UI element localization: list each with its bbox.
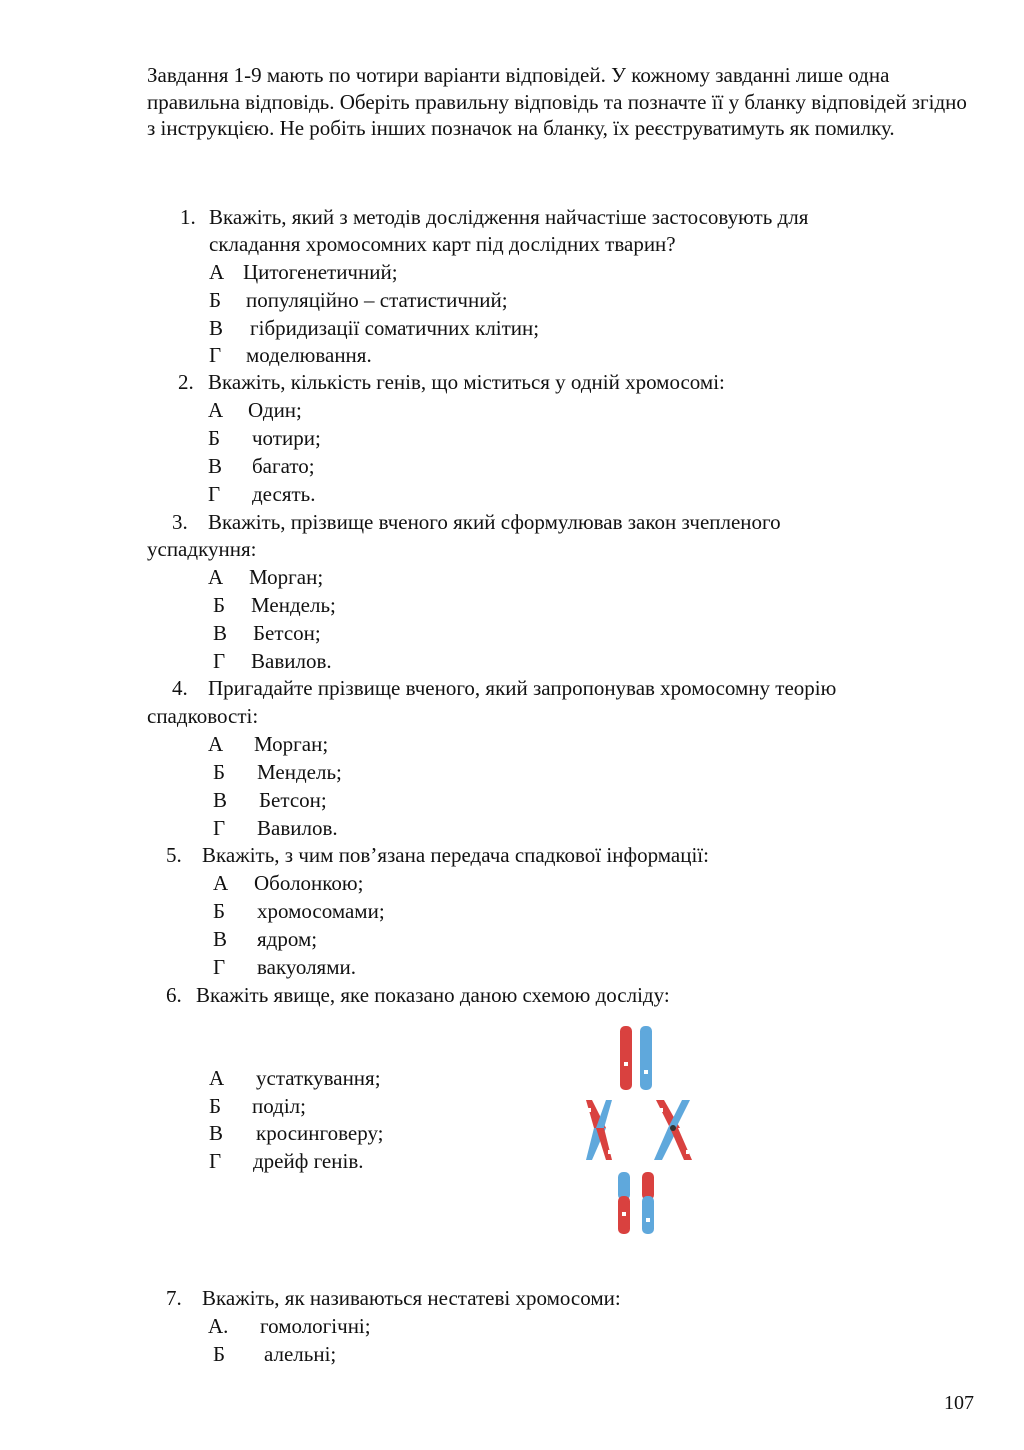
q2-option-a-letter: А: [208, 398, 224, 422]
q3-number: 3.: [172, 510, 188, 534]
q4-option-g-letter: Г: [213, 816, 226, 840]
q3-text-line2: успадкуння:: [147, 537, 257, 561]
q4-option-v-text: Бетсон;: [259, 788, 327, 812]
q3-option-a-letter: А: [208, 565, 224, 589]
q6-option-b-letter: Б: [209, 1094, 222, 1118]
q1-option-a-text: Цитогенетичний;: [243, 260, 398, 284]
q6-number: 6.: [166, 983, 182, 1007]
q2-option-b-text: чотири;: [252, 426, 321, 450]
q3-option-g-letter: Г: [213, 649, 226, 673]
q1-option-a-letter: А: [209, 260, 225, 284]
q3-option-v-letter: В: [213, 621, 228, 645]
q7-option-a-text: гомологічні;: [260, 1314, 371, 1338]
q2-option-g-letter: Г: [208, 482, 221, 506]
q2-option-v-letter: В: [208, 454, 223, 478]
q7-option-a-letter: А.: [208, 1314, 229, 1338]
chromosome-blue-top: [640, 1026, 652, 1090]
q2-option-a-text: Один;: [248, 398, 302, 422]
q6-option-v-letter: В: [209, 1121, 224, 1145]
q1-number: 1.: [180, 205, 196, 229]
q5-option-v-text: ядром;: [257, 927, 318, 951]
q5-number: 5.: [166, 843, 182, 867]
q6-option-g-letter: Г: [209, 1149, 222, 1173]
q2-option-b-letter: Б: [208, 426, 221, 450]
q2-number: 2.: [178, 370, 194, 394]
intro-paragraph: Завдання 1-9 мають по чотири варіанти відповідей. У кожному завданні лише одна правильна відповідь. Оберіть правильну відповідь та позначте її у бланку відповідей згідно з інструкцією. Не робіть інших позначок на бланку, їх реєструватимуть як помилку.: [147, 63, 967, 140]
q5-option-g-text: вакуолями.: [257, 955, 356, 979]
q1-text-line2: складання хромосомних карт під дослідних тварин?: [209, 232, 676, 256]
q7-option-b-text: алельні;: [264, 1342, 337, 1366]
chromosome-cross-left: [586, 1100, 612, 1160]
q1-option-g-text: моделювання.: [246, 343, 372, 367]
q6-option-b-text: поділ;: [252, 1094, 306, 1118]
q1-option-g-letter: Г: [209, 343, 222, 367]
q1-option-v-letter: В: [209, 316, 224, 340]
page-number: 107: [944, 1392, 974, 1414]
q3-text-line1: Вкажіть, прізвище вченого який сформулював закон зчепленого: [208, 510, 781, 534]
chromosome-pair-top: [620, 1026, 652, 1090]
q4-number: 4.: [172, 676, 188, 700]
chromosome-cross-right: [654, 1100, 692, 1160]
q7-text-line1: Вкажіть, як називаються нестатеві хромосоми:: [202, 1286, 621, 1310]
q6-option-g-text: дрейф генів.: [253, 1149, 364, 1173]
chromosome-red-top: [620, 1026, 632, 1090]
crossing-over-diagram: [576, 1018, 700, 1240]
q4-option-a-letter: А: [208, 732, 224, 756]
q6-option-a-text: устаткування;: [256, 1066, 381, 1090]
q3-option-a-text: Морган;: [249, 565, 324, 589]
q7-number: 7.: [166, 1286, 182, 1310]
q4-text-line1: Пригадайте прізвище вченого, який запропонував хромосомну теорію: [208, 676, 837, 700]
q3-option-b-text: Мендель;: [251, 593, 336, 617]
q6-option-v-text: кросинговеру;: [256, 1121, 384, 1145]
q7-option-b-letter: Б: [213, 1342, 226, 1366]
q3-option-b-letter: Б: [213, 593, 226, 617]
q1-text-line1: Вкажіть, який з методів дослідження найчастіше застосовують для: [209, 205, 809, 229]
q4-option-a-text: Морган;: [254, 732, 329, 756]
q1-option-b-text: популяційно – статистичний;: [246, 288, 508, 312]
q4-text-line2: спадковості:: [147, 704, 259, 728]
q5-text-line1: Вкажіть, з чим пов’язана передача спадкової інформації:: [202, 843, 709, 867]
q5-option-v-letter: В: [213, 927, 228, 951]
q2-text-line1: Вкажіть, кількість генів, що міститься у одній хромосомі:: [208, 370, 725, 394]
q3-option-v-text: Бетсон;: [253, 621, 321, 645]
q3-option-g-text: Вавилов.: [251, 649, 332, 673]
q6-option-a-letter: А: [209, 1066, 225, 1090]
q4-option-v-letter: В: [213, 788, 228, 812]
q1-option-v-text: гібридизації соматичних клітин;: [250, 316, 540, 340]
q5-option-a-text: Оболонкою;: [254, 871, 364, 895]
q4-option-g-text: Вавилов.: [257, 816, 338, 840]
q6-text-line1: Вкажіть явище, яке показано даною схемою досліду:: [196, 983, 670, 1007]
q2-option-v-text: багато;: [252, 454, 315, 478]
q4-option-b-letter: Б: [213, 760, 226, 784]
q5-option-b-letter: Б: [213, 899, 226, 923]
q5-option-g-letter: Г: [213, 955, 226, 979]
q5-option-b-text: хромосомами;: [257, 899, 385, 923]
q2-option-g-text: десять.: [252, 482, 316, 506]
q1-option-b-letter: Б: [209, 288, 222, 312]
q5-option-a-letter: А: [213, 871, 229, 895]
q4-option-b-text: Мендель;: [257, 760, 342, 784]
chromosome-pair-bottom: [618, 1172, 654, 1234]
